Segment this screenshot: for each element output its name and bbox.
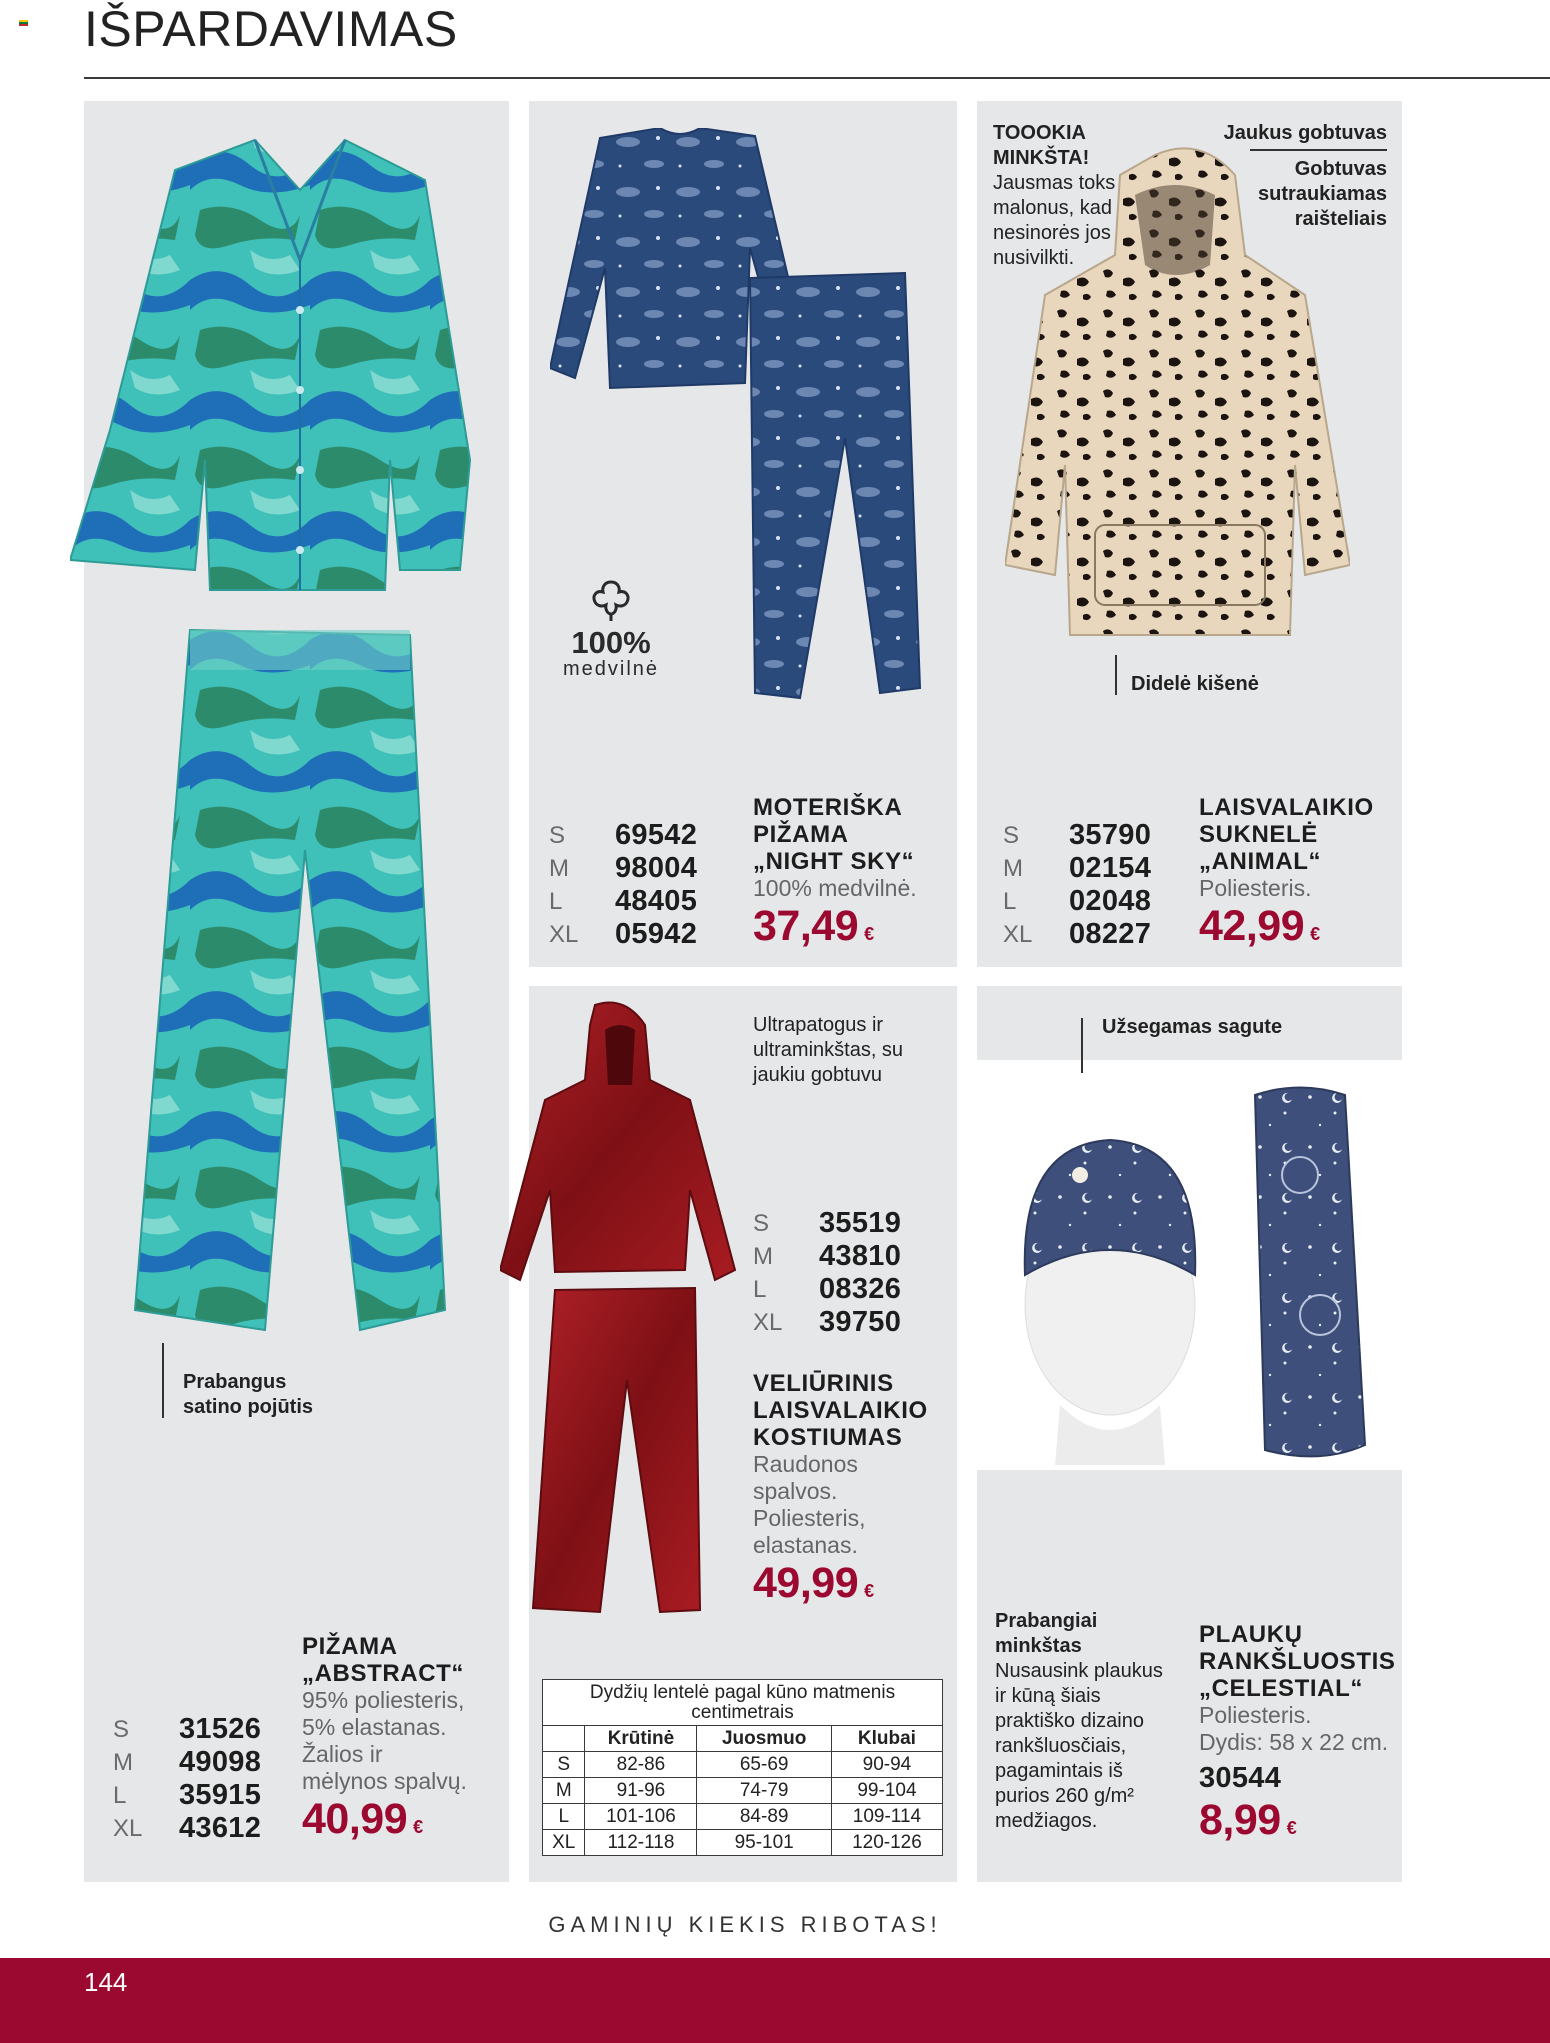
size-codes-animal bbox=[1003, 819, 1151, 951]
table-cell: M bbox=[543, 1778, 585, 1804]
callout-text: Nusausink plaukus bbox=[995, 1660, 1163, 1682]
size-codes-nightsky bbox=[549, 819, 697, 951]
callout-title: Jaukus gobtuvas bbox=[1223, 122, 1387, 144]
table-row bbox=[543, 1804, 943, 1830]
callout-text: purios 260 g/m² bbox=[995, 1785, 1134, 1807]
price bbox=[753, 902, 917, 958]
product-name: KOSTIUMAS bbox=[753, 1424, 903, 1451]
table-cell: 112-118 bbox=[585, 1830, 697, 1856]
callout-text: Jausmas toks bbox=[993, 172, 1116, 194]
callout-text: nesinorės jos bbox=[993, 222, 1111, 244]
product-desc: Žalios ir bbox=[302, 1741, 383, 1767]
limited-quantity-note: GAMINIŲ KIEKIS RIBOTAS! bbox=[548, 1912, 942, 1937]
table-cell: 91-96 bbox=[585, 1778, 697, 1804]
callout-line-1: Prabangus bbox=[183, 1371, 287, 1393]
product-desc: Raudonos bbox=[753, 1451, 858, 1477]
table-cell: L bbox=[543, 1804, 585, 1830]
callout-pocket: Didelė kišenė bbox=[1131, 673, 1259, 695]
size-row bbox=[753, 1207, 901, 1240]
callout-soft bbox=[993, 121, 1115, 271]
table-cell: 101-106 bbox=[585, 1804, 697, 1830]
callout-text: Gobtuvas bbox=[1294, 158, 1387, 180]
badge-percent: 100% bbox=[571, 625, 651, 660]
product-code: 43810 bbox=[819, 1240, 902, 1272]
size-label: XL bbox=[549, 920, 579, 948]
product-desc: mėlynos spalvų. bbox=[302, 1768, 467, 1794]
callout-satin bbox=[183, 1370, 313, 1420]
product-name: PIŽAMA bbox=[302, 1633, 398, 1660]
table-cell: XL bbox=[543, 1830, 585, 1856]
callout-text: rankšluosčiais, bbox=[995, 1735, 1127, 1757]
callout-text: malonus, kad bbox=[993, 197, 1112, 219]
currency: € bbox=[1286, 1818, 1297, 1838]
cotton-badge bbox=[556, 578, 666, 679]
product-code: 02048 bbox=[1069, 885, 1152, 917]
callout-line bbox=[162, 1343, 164, 1418]
product-info-velour bbox=[753, 1370, 928, 1615]
table-cell: 109-114 bbox=[831, 1804, 942, 1830]
price-value: 8,99 bbox=[1199, 1796, 1281, 1844]
callout-text: raišteliais bbox=[1294, 208, 1387, 230]
product-desc: spalvos. bbox=[753, 1478, 838, 1504]
table-header-cell bbox=[543, 1726, 585, 1752]
product-code: 43612 bbox=[179, 1812, 262, 1844]
size-row bbox=[113, 1779, 261, 1812]
cotton-icon bbox=[588, 578, 634, 622]
size-label: S bbox=[113, 1715, 130, 1743]
callout-hood bbox=[1190, 121, 1387, 232]
size-label: XL bbox=[1003, 920, 1033, 948]
size-row bbox=[113, 1746, 261, 1779]
callout-text: Ultrapatogus ir bbox=[753, 1014, 884, 1036]
callout-luxury bbox=[995, 1609, 1163, 1834]
size-label: XL bbox=[113, 1814, 143, 1842]
size-label: L bbox=[113, 1781, 127, 1809]
callout-line bbox=[1081, 1018, 1083, 1073]
size-row bbox=[1003, 885, 1151, 918]
product-info-celestial bbox=[1199, 1621, 1396, 1852]
size-row bbox=[549, 819, 697, 852]
product-code: 49098 bbox=[179, 1746, 262, 1778]
product-desc: elastanas. bbox=[753, 1532, 858, 1558]
size-label: S bbox=[753, 1209, 770, 1237]
size-row bbox=[1003, 819, 1151, 852]
table-cell: 84-89 bbox=[697, 1804, 831, 1830]
product-name: LAISVALAIKIO bbox=[753, 1397, 928, 1424]
table-header-cell: Krūtinė bbox=[585, 1726, 697, 1752]
celestial-towel-image bbox=[1000, 1085, 1380, 1465]
callout-underline bbox=[1250, 149, 1387, 151]
footer-bar bbox=[0, 1958, 1550, 2043]
size-row bbox=[549, 918, 697, 951]
callout-title: Prabangiai bbox=[995, 1610, 1098, 1632]
callout-line-2: satino pojūtis bbox=[183, 1396, 313, 1418]
product-name: „CELESTIAL“ bbox=[1199, 1675, 1363, 1702]
product-name: MOTERIŠKA bbox=[753, 794, 903, 821]
price bbox=[753, 1559, 928, 1615]
size-label: XL bbox=[753, 1308, 783, 1336]
table-header-cell: Klubai bbox=[831, 1726, 942, 1752]
product-name: RANKŠLUOSTIS bbox=[1199, 1648, 1396, 1675]
size-row bbox=[549, 885, 697, 918]
table-row bbox=[543, 1752, 943, 1778]
product-code: 31526 bbox=[179, 1713, 262, 1745]
size-row bbox=[113, 1713, 261, 1746]
product-desc: Poliesteris, bbox=[753, 1505, 866, 1531]
size-label: L bbox=[1003, 887, 1017, 915]
product-desc: Poliesteris. bbox=[1199, 1702, 1312, 1728]
callout-text: praktiško dizaino bbox=[995, 1710, 1144, 1732]
size-label: M bbox=[1003, 854, 1023, 882]
page-number: 144 bbox=[84, 1967, 128, 1997]
size-label: L bbox=[753, 1275, 767, 1303]
product-code: 02154 bbox=[1069, 852, 1152, 884]
flag-icon bbox=[19, 20, 28, 26]
callout-text: nusivilkti. bbox=[993, 247, 1075, 269]
callout-text: jaukiu gobtuvu bbox=[753, 1064, 882, 1086]
price-value: 37,49 bbox=[753, 902, 859, 950]
size-table-header bbox=[543, 1726, 943, 1752]
table-row bbox=[543, 1830, 943, 1856]
size-label: L bbox=[549, 887, 563, 915]
callout-text: sutraukiamas bbox=[1258, 183, 1387, 205]
size-codes-abstract bbox=[113, 1713, 261, 1845]
table-cell: 95-101 bbox=[697, 1830, 831, 1856]
product-code: 35790 bbox=[1069, 819, 1152, 851]
currency: € bbox=[413, 1817, 423, 1837]
callout-text: medžiagos. bbox=[995, 1810, 1098, 1832]
product-code: 48405 bbox=[615, 885, 698, 917]
price bbox=[1199, 902, 1374, 958]
size-row bbox=[753, 1240, 901, 1273]
product-code: 08326 bbox=[819, 1273, 902, 1305]
callout-ultrasoft bbox=[753, 1013, 903, 1088]
size-table-caption: Dydžių lentelė pagal kūno matmenis centimetrais bbox=[543, 1680, 943, 1726]
product-name: „NIGHT SKY“ bbox=[753, 848, 915, 875]
size-label: M bbox=[113, 1748, 133, 1776]
table-row bbox=[543, 1778, 943, 1804]
size-row bbox=[1003, 852, 1151, 885]
product-name: SUKNELĖ bbox=[1199, 821, 1318, 848]
badge-label: medvilnė bbox=[562, 658, 660, 680]
table-cell: 65-69 bbox=[697, 1752, 831, 1778]
table-cell: 74-79 bbox=[697, 1778, 831, 1804]
product-code: 30544 bbox=[1199, 1762, 1282, 1794]
product-name: PIŽAMA bbox=[753, 821, 849, 848]
table-header-cell: Juosmuo bbox=[697, 1726, 831, 1752]
price-value: 42,99 bbox=[1199, 902, 1305, 950]
table-cell: 99-104 bbox=[831, 1778, 942, 1804]
price-value: 40,99 bbox=[302, 1795, 408, 1843]
size-table-caption-row bbox=[543, 1680, 943, 1726]
callout-text: ir kūną šiais bbox=[995, 1685, 1101, 1707]
product-name: „ABSTRACT“ bbox=[302, 1660, 464, 1687]
product-code: 98004 bbox=[615, 852, 698, 884]
currency: € bbox=[1310, 924, 1320, 944]
size-row bbox=[753, 1306, 901, 1339]
callout-line bbox=[1115, 655, 1117, 695]
product-code: 35519 bbox=[819, 1207, 902, 1239]
size-codes-velour bbox=[753, 1207, 901, 1339]
page-title: IŠPARDAVIMAS bbox=[84, 1, 458, 57]
callout-button-closure: Užsegamas sagute bbox=[1102, 1016, 1283, 1038]
product-desc: Dydis: 58 x 22 cm. bbox=[1199, 1729, 1389, 1755]
product-info-abstract bbox=[302, 1633, 467, 1851]
table-cell: 90-94 bbox=[831, 1752, 942, 1778]
price-value: 49,99 bbox=[753, 1559, 859, 1607]
product-desc: 95% poliesteris, bbox=[302, 1687, 465, 1713]
product-desc: 5% elastanas. bbox=[302, 1714, 447, 1740]
size-row bbox=[549, 852, 697, 885]
product-name: PLAUKŲ bbox=[1199, 1621, 1303, 1648]
callout-text: ultraminkštas, su bbox=[753, 1039, 904, 1061]
product-info-animal bbox=[1199, 794, 1374, 958]
callout-text: pagamintais iš bbox=[995, 1760, 1123, 1782]
header-divider bbox=[84, 77, 1550, 79]
product-code: 39750 bbox=[819, 1306, 902, 1338]
currency: € bbox=[864, 924, 874, 944]
product-desc: 100% medvilnė. bbox=[753, 875, 917, 901]
price bbox=[1199, 1796, 1396, 1852]
product-desc: Poliesteris. bbox=[1199, 875, 1312, 901]
size-label: S bbox=[549, 821, 566, 849]
product-info-nightsky bbox=[753, 794, 917, 958]
product-name: VELIŪRINIS bbox=[753, 1370, 894, 1397]
product-name: „ANIMAL“ bbox=[1199, 848, 1322, 875]
table-cell: S bbox=[543, 1752, 585, 1778]
size-label: S bbox=[1003, 821, 1020, 849]
price bbox=[302, 1795, 467, 1851]
size-row bbox=[1003, 918, 1151, 951]
size-table bbox=[542, 1679, 943, 1856]
product-code: 05942 bbox=[615, 918, 698, 950]
size-row bbox=[113, 1812, 261, 1845]
velour-suit-image bbox=[500, 1000, 740, 1620]
abstract-pajamas-image bbox=[70, 130, 530, 1350]
product-code: 35915 bbox=[179, 1779, 262, 1811]
size-label: M bbox=[753, 1242, 773, 1270]
callout-title: TOOOKIA bbox=[993, 122, 1086, 144]
callout-title: MINKŠTA! bbox=[993, 147, 1090, 169]
size-label: M bbox=[549, 854, 569, 882]
product-code: 69542 bbox=[615, 819, 698, 851]
table-cell: 82-86 bbox=[585, 1752, 697, 1778]
callout-title: minkštas bbox=[995, 1635, 1082, 1657]
size-row bbox=[753, 1273, 901, 1306]
currency: € bbox=[864, 1581, 874, 1601]
product-code: 08227 bbox=[1069, 918, 1152, 950]
table-cell: 120-126 bbox=[831, 1830, 942, 1856]
product-name: LAISVALAIKIO bbox=[1199, 794, 1374, 821]
